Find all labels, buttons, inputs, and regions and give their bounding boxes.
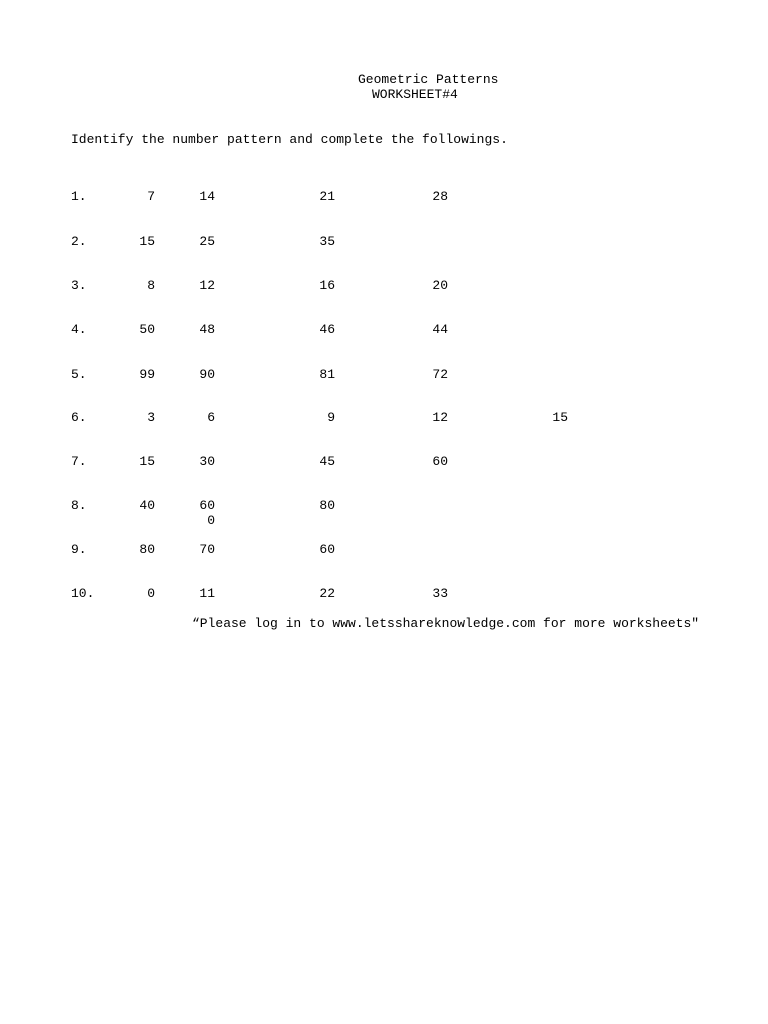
term-2: 70 xyxy=(199,542,215,557)
term-2: 14 xyxy=(199,189,215,204)
term-1: 7 xyxy=(147,189,155,204)
term-3: 16 xyxy=(319,278,335,293)
row-number: 8. xyxy=(71,498,87,513)
term-4: 28 xyxy=(432,189,448,204)
row-number: 2. xyxy=(71,234,87,249)
term-3: 46 xyxy=(319,322,335,337)
pattern-row-7 xyxy=(0,454,768,484)
worksheet-subtitle: WORKSHEET#4 xyxy=(372,87,458,102)
term-4: 44 xyxy=(432,322,448,337)
footer-note: “Please log in to www.letsshareknowledge.com for more worksheets" xyxy=(192,616,700,631)
term-3: 35 xyxy=(319,234,335,249)
row-number: 1. xyxy=(71,189,87,204)
instructions-text: Identify the number pattern and complete the followings. xyxy=(71,132,508,147)
term-1: 99 xyxy=(139,367,155,382)
term-1: 3 xyxy=(147,410,155,425)
term-1: 40 xyxy=(139,498,155,513)
pattern-row-8 xyxy=(0,498,768,528)
row-number: 7. xyxy=(71,454,87,469)
term-2: 30 xyxy=(199,454,215,469)
term-3: 21 xyxy=(319,189,335,204)
term-4: 12 xyxy=(432,410,448,425)
pattern-row-2 xyxy=(0,234,768,264)
term-2: 60 0 xyxy=(199,498,215,528)
pattern-row-9 xyxy=(0,542,768,572)
term-1: 8 xyxy=(147,278,155,293)
term-2: 48 xyxy=(199,322,215,337)
pattern-row-10 xyxy=(0,586,768,616)
pattern-row-3 xyxy=(0,278,768,308)
term-1: 50 xyxy=(139,322,155,337)
term-1: 0 xyxy=(147,586,155,601)
worksheet-title: Geometric Patterns xyxy=(358,72,499,87)
term-2: 6 xyxy=(207,410,215,425)
term-3: 60 xyxy=(319,542,335,557)
term-5: 15 xyxy=(552,410,568,425)
term-2: 25 xyxy=(199,234,215,249)
term-3: 81 xyxy=(319,367,335,382)
term-3: 45 xyxy=(319,454,335,469)
term-3: 9 xyxy=(327,410,335,425)
term-1: 15 xyxy=(139,234,155,249)
term-4: 33 xyxy=(432,586,448,601)
term-4: 60 xyxy=(432,454,448,469)
term-2: 11 xyxy=(199,586,215,601)
row-number: 6. xyxy=(71,410,87,425)
term-2: 12 xyxy=(199,278,215,293)
pattern-row-6 xyxy=(0,410,768,440)
term-4: 72 xyxy=(432,367,448,382)
term-2: 90 xyxy=(199,367,215,382)
row-number: 5. xyxy=(71,367,87,382)
pattern-row-1 xyxy=(0,189,768,219)
row-number: 3. xyxy=(71,278,87,293)
term-1: 80 xyxy=(139,542,155,557)
row-number: 4. xyxy=(71,322,87,337)
row-number: 9. xyxy=(71,542,87,557)
term-3: 22 xyxy=(319,586,335,601)
term-3: 80 xyxy=(319,498,335,513)
term-1: 15 xyxy=(139,454,155,469)
term-4: 20 xyxy=(432,278,448,293)
row-number: 10. xyxy=(71,586,95,601)
pattern-row-4 xyxy=(0,322,768,352)
pattern-row-5 xyxy=(0,367,768,397)
